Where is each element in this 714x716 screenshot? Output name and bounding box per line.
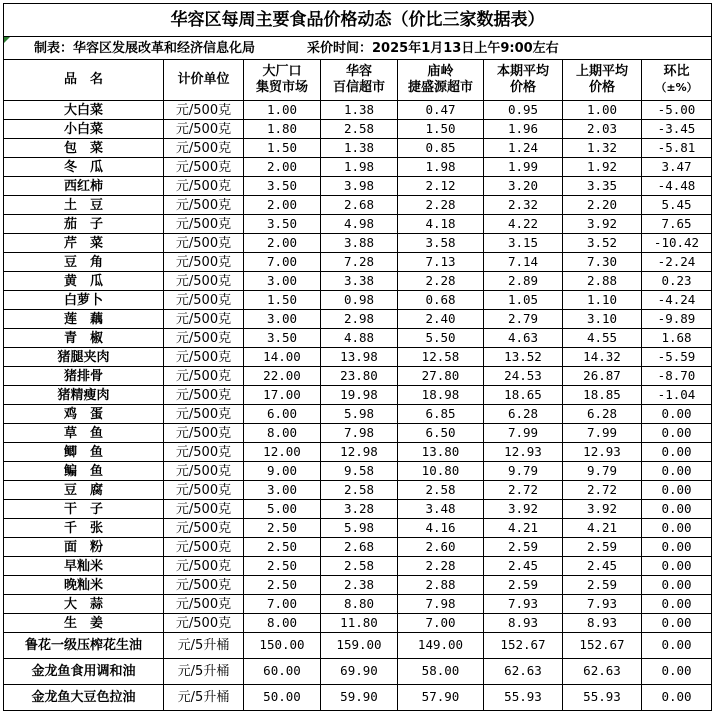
- price-dachangkou: 2.00: [244, 234, 321, 253]
- item-name: 小白菜: [4, 120, 164, 139]
- item-name: 鲫 鱼: [4, 443, 164, 462]
- unit: 元/500克: [164, 348, 244, 367]
- compiler-label: 制表：华容区发展改革和经济信息化局: [34, 40, 256, 56]
- item-name: 面 粉: [4, 538, 164, 557]
- header-market-dachangkou: 大厂口 集贸市场: [244, 60, 321, 101]
- price-jieshengyuan: 0.47: [398, 101, 484, 120]
- item-name: 鳊 鱼: [4, 462, 164, 481]
- price-dachangkou: 3.50: [244, 329, 321, 348]
- avg-current: 3.15: [484, 234, 563, 253]
- avg-previous: 1.00: [563, 101, 642, 120]
- table-row: [4, 196, 712, 215]
- avg-current: 62.63: [484, 659, 563, 685]
- table-row: [4, 443, 712, 462]
- header-current-avg: 本期平均 价格: [484, 60, 563, 101]
- avg-current: 8.93: [484, 614, 563, 633]
- table-row: [4, 253, 712, 272]
- item-name: 大白菜: [4, 101, 164, 120]
- item-name: 土 豆: [4, 196, 164, 215]
- avg-current: 3.20: [484, 177, 563, 196]
- change-pct: 7.65: [642, 215, 712, 234]
- unit: 元/500克: [164, 424, 244, 443]
- table-row: [4, 614, 712, 633]
- unit: 元/500克: [164, 215, 244, 234]
- price-jieshengyuan: 2.28: [398, 557, 484, 576]
- price-jieshengyuan: 6.50: [398, 424, 484, 443]
- price-jieshengyuan: 2.88: [398, 576, 484, 595]
- change-pct: -3.45: [642, 120, 712, 139]
- avg-current: 2.45: [484, 557, 563, 576]
- avg-current: 1.24: [484, 139, 563, 158]
- item-name: 金龙鱼食用调和油: [4, 659, 164, 685]
- table-row: [4, 139, 712, 158]
- table-row: [4, 101, 712, 120]
- price-baixin: 3.38: [321, 272, 398, 291]
- item-name: 猪精瘦肉: [4, 386, 164, 405]
- table-row: [4, 481, 712, 500]
- price-baixin: 2.98: [321, 310, 398, 329]
- unit: 元/500克: [164, 443, 244, 462]
- avg-current: 4.21: [484, 519, 563, 538]
- price-baixin: 19.98: [321, 386, 398, 405]
- avg-previous: 7.93: [563, 595, 642, 614]
- unit: 元/500克: [164, 139, 244, 158]
- unit: 元/500克: [164, 329, 244, 348]
- avg-previous: 18.85: [563, 386, 642, 405]
- price-baixin: 2.58: [321, 481, 398, 500]
- price-table-sheet: [3, 3, 711, 711]
- price-dachangkou: 7.00: [244, 595, 321, 614]
- price-dachangkou: 6.00: [244, 405, 321, 424]
- table-row: [4, 633, 712, 659]
- avg-current: 9.79: [484, 462, 563, 481]
- avg-current: 7.93: [484, 595, 563, 614]
- price-baixin: 5.98: [321, 519, 398, 538]
- price-baixin: 7.28: [321, 253, 398, 272]
- avg-current: 4.63: [484, 329, 563, 348]
- unit: 元/500克: [164, 177, 244, 196]
- price-baixin: 4.98: [321, 215, 398, 234]
- avg-previous: 14.32: [563, 348, 642, 367]
- unit: 元/500克: [164, 576, 244, 595]
- unit: 元/500克: [164, 158, 244, 177]
- price-dachangkou: 60.00: [244, 659, 321, 685]
- price-jieshengyuan: 7.00: [398, 614, 484, 633]
- price-jieshengyuan: 58.00: [398, 659, 484, 685]
- price-baixin: 1.98: [321, 158, 398, 177]
- item-name: 青 椒: [4, 329, 164, 348]
- price-baixin: 59.90: [321, 685, 398, 711]
- price-baixin: 8.80: [321, 595, 398, 614]
- price-jieshengyuan: 12.58: [398, 348, 484, 367]
- change-pct: -8.70: [642, 367, 712, 386]
- avg-previous: 26.87: [563, 367, 642, 386]
- table-row: [4, 500, 712, 519]
- item-name: 生 姜: [4, 614, 164, 633]
- price-baixin: 159.00: [321, 633, 398, 659]
- price-baixin: 1.38: [321, 101, 398, 120]
- avg-previous: 7.30: [563, 253, 642, 272]
- header-previous-avg: 上期平均 价格: [563, 60, 642, 101]
- avg-previous: 1.32: [563, 139, 642, 158]
- table-row: [4, 576, 712, 595]
- unit: 元/500克: [164, 519, 244, 538]
- unit: 元/500克: [164, 595, 244, 614]
- unit: 元/500克: [164, 367, 244, 386]
- price-baixin: 2.68: [321, 538, 398, 557]
- avg-current: 2.59: [484, 576, 563, 595]
- avg-previous: 62.63: [563, 659, 642, 685]
- avg-current: 3.92: [484, 500, 563, 519]
- avg-current: 2.89: [484, 272, 563, 291]
- price-jieshengyuan: 1.50: [398, 120, 484, 139]
- change-pct: 0.00: [642, 538, 712, 557]
- unit: 元/500克: [164, 386, 244, 405]
- change-pct: 0.00: [642, 633, 712, 659]
- price-jieshengyuan: 27.80: [398, 367, 484, 386]
- price-dachangkou: 2.00: [244, 196, 321, 215]
- table-row: [4, 538, 712, 557]
- avg-current: 1.05: [484, 291, 563, 310]
- price-dachangkou: 2.00: [244, 158, 321, 177]
- avg-current: 55.93: [484, 685, 563, 711]
- avg-current: 2.72: [484, 481, 563, 500]
- price-jieshengyuan: 1.98: [398, 158, 484, 177]
- item-name: 豆 腐: [4, 481, 164, 500]
- item-name: 干 子: [4, 500, 164, 519]
- avg-current: 2.59: [484, 538, 563, 557]
- table-row: [4, 215, 712, 234]
- unit: 元/500克: [164, 405, 244, 424]
- table-row: [4, 386, 712, 405]
- change-pct: 5.45: [642, 196, 712, 215]
- avg-current: 18.65: [484, 386, 563, 405]
- price-baixin: 3.88: [321, 234, 398, 253]
- item-name: 千 张: [4, 519, 164, 538]
- change-pct: 0.00: [642, 519, 712, 538]
- unit: 元/500克: [164, 253, 244, 272]
- avg-previous: 2.45: [563, 557, 642, 576]
- avg-previous: 3.35: [563, 177, 642, 196]
- item-name: 金龙鱼大豆色拉油: [4, 685, 164, 711]
- change-pct: -5.81: [642, 139, 712, 158]
- avg-previous: 3.10: [563, 310, 642, 329]
- table-row: [4, 405, 712, 424]
- table-row: [4, 310, 712, 329]
- change-pct: 0.00: [642, 500, 712, 519]
- price-baixin: 9.58: [321, 462, 398, 481]
- price-dachangkou: 8.00: [244, 424, 321, 443]
- price-baixin: 13.98: [321, 348, 398, 367]
- change-pct: 0.00: [642, 685, 712, 711]
- avg-current: 7.99: [484, 424, 563, 443]
- price-dachangkou: 7.00: [244, 253, 321, 272]
- header-unit: 计价单位: [164, 60, 244, 101]
- price-jieshengyuan: 2.60: [398, 538, 484, 557]
- avg-current: 24.53: [484, 367, 563, 386]
- price-baixin: 3.28: [321, 500, 398, 519]
- avg-previous: 152.67: [563, 633, 642, 659]
- price-baixin: 12.98: [321, 443, 398, 462]
- price-dachangkou: 2.50: [244, 557, 321, 576]
- price-jieshengyuan: 7.98: [398, 595, 484, 614]
- avg-current: 6.28: [484, 405, 563, 424]
- header-row: [4, 60, 712, 101]
- price-dachangkou: 14.00: [244, 348, 321, 367]
- avg-previous: 9.79: [563, 462, 642, 481]
- price-jieshengyuan: 3.58: [398, 234, 484, 253]
- price-jieshengyuan: 18.98: [398, 386, 484, 405]
- price-dachangkou: 1.00: [244, 101, 321, 120]
- change-pct: 0.00: [642, 614, 712, 633]
- price-jieshengyuan: 13.80: [398, 443, 484, 462]
- unit: 元/500克: [164, 614, 244, 633]
- change-pct: 0.00: [642, 557, 712, 576]
- price-jieshengyuan: 149.00: [398, 633, 484, 659]
- price-dachangkou: 2.50: [244, 538, 321, 557]
- price-dachangkou: 3.00: [244, 272, 321, 291]
- price-baixin: 4.88: [321, 329, 398, 348]
- price-dachangkou: 5.00: [244, 500, 321, 519]
- change-pct: -4.48: [642, 177, 712, 196]
- price-jieshengyuan: 2.12: [398, 177, 484, 196]
- unit: 元/500克: [164, 272, 244, 291]
- price-baixin: 11.80: [321, 614, 398, 633]
- price-jieshengyuan: 4.18: [398, 215, 484, 234]
- item-name: 大 蒜: [4, 595, 164, 614]
- price-dachangkou: 8.00: [244, 614, 321, 633]
- price-jieshengyuan: 2.40: [398, 310, 484, 329]
- price-dachangkou: 3.50: [244, 215, 321, 234]
- unit: 元/500克: [164, 101, 244, 120]
- avg-previous: 2.59: [563, 576, 642, 595]
- meta-line: [4, 37, 712, 60]
- avg-previous: 6.28: [563, 405, 642, 424]
- avg-previous: 12.93: [563, 443, 642, 462]
- change-pct: -10.42: [642, 234, 712, 253]
- table-row: [4, 685, 712, 711]
- price-jieshengyuan: 7.13: [398, 253, 484, 272]
- item-name: 白萝卜: [4, 291, 164, 310]
- table-row: [4, 348, 712, 367]
- price-dachangkou: 3.50: [244, 177, 321, 196]
- avg-previous: 4.55: [563, 329, 642, 348]
- avg-previous: 2.72: [563, 481, 642, 500]
- price-jieshengyuan: 5.50: [398, 329, 484, 348]
- item-name: 包 菜: [4, 139, 164, 158]
- avg-current: 12.93: [484, 443, 563, 462]
- avg-current: 4.22: [484, 215, 563, 234]
- avg-current: 13.52: [484, 348, 563, 367]
- price-jieshengyuan: 0.68: [398, 291, 484, 310]
- item-name: 豆 角: [4, 253, 164, 272]
- avg-previous: 55.93: [563, 685, 642, 711]
- table-row: [4, 329, 712, 348]
- table-row: [4, 158, 712, 177]
- header-market-jieshengyuan: 庙岭 捷盛源超市: [398, 60, 484, 101]
- change-pct: 0.00: [642, 595, 712, 614]
- table-row: [4, 177, 712, 196]
- unit: 元/500克: [164, 291, 244, 310]
- price-baixin: 0.98: [321, 291, 398, 310]
- item-name: 猪排骨: [4, 367, 164, 386]
- table-title: 华容区每周主要食品价格动态（价比三家数据表）: [4, 4, 712, 37]
- unit: 元/5升桶: [164, 633, 244, 659]
- table-row: [4, 272, 712, 291]
- price-baixin: 5.98: [321, 405, 398, 424]
- price-baixin: 23.80: [321, 367, 398, 386]
- price-jieshengyuan: 2.28: [398, 196, 484, 215]
- change-pct: -9.89: [642, 310, 712, 329]
- avg-previous: 3.52: [563, 234, 642, 253]
- item-name: 早籼米: [4, 557, 164, 576]
- price-dachangkou: 12.00: [244, 443, 321, 462]
- price-dachangkou: 1.80: [244, 120, 321, 139]
- price-jieshengyuan: 0.85: [398, 139, 484, 158]
- unit: 元/500克: [164, 196, 244, 215]
- avg-current: 2.79: [484, 310, 563, 329]
- header-market-baixin: 华容 百信超市: [321, 60, 398, 101]
- avg-previous: 2.03: [563, 120, 642, 139]
- unit: 元/5升桶: [164, 659, 244, 685]
- change-pct: 0.00: [642, 443, 712, 462]
- change-pct: -4.24: [642, 291, 712, 310]
- table-row: [4, 234, 712, 253]
- price-dachangkou: 3.00: [244, 481, 321, 500]
- avg-previous: 3.92: [563, 500, 642, 519]
- price-baixin: 2.58: [321, 557, 398, 576]
- item-name: 黄 瓜: [4, 272, 164, 291]
- avg-previous: 3.92: [563, 215, 642, 234]
- item-name: 西红柿: [4, 177, 164, 196]
- price-jieshengyuan: 10.80: [398, 462, 484, 481]
- avg-current: 152.67: [484, 633, 563, 659]
- change-pct: -2.24: [642, 253, 712, 272]
- price-baixin: 7.98: [321, 424, 398, 443]
- table-row: [4, 367, 712, 386]
- change-pct: -5.59: [642, 348, 712, 367]
- price-baixin: 3.98: [321, 177, 398, 196]
- table-row: [4, 557, 712, 576]
- item-name: 芹 菜: [4, 234, 164, 253]
- change-pct: 0.00: [642, 462, 712, 481]
- price-dachangkou: 150.00: [244, 633, 321, 659]
- item-name: 草 鱼: [4, 424, 164, 443]
- table-row: [4, 462, 712, 481]
- price-baixin: 69.90: [321, 659, 398, 685]
- unit: 元/500克: [164, 234, 244, 253]
- header-item-name: 品 名: [4, 60, 164, 101]
- table-row: [4, 424, 712, 443]
- avg-current: 0.95: [484, 101, 563, 120]
- header-change-pct: 环比 （±%）: [642, 60, 712, 101]
- unit: 元/500克: [164, 462, 244, 481]
- price-dachangkou: 9.00: [244, 462, 321, 481]
- item-name: 莲 藕: [4, 310, 164, 329]
- unit: 元/500克: [164, 481, 244, 500]
- price-jieshengyuan: 3.48: [398, 500, 484, 519]
- avg-current: 7.14: [484, 253, 563, 272]
- avg-previous: 2.20: [563, 196, 642, 215]
- avg-previous: 8.93: [563, 614, 642, 633]
- price-baixin: 2.68: [321, 196, 398, 215]
- change-pct: 3.47: [642, 158, 712, 177]
- change-pct: 0.00: [642, 481, 712, 500]
- change-pct: 0.00: [642, 659, 712, 685]
- unit: 元/500克: [164, 557, 244, 576]
- cell-corner-marker: [4, 37, 10, 43]
- table-row: [4, 291, 712, 310]
- table-row: [4, 519, 712, 538]
- change-pct: -5.00: [642, 101, 712, 120]
- price-baixin: 2.58: [321, 120, 398, 139]
- change-pct: -1.04: [642, 386, 712, 405]
- price-table: [3, 3, 712, 711]
- unit: 元/500克: [164, 538, 244, 557]
- table-row: [4, 659, 712, 685]
- change-pct: 0.00: [642, 424, 712, 443]
- collection-time-label: 采价时间：2025年1月13日上午9:00左右: [307, 40, 559, 56]
- price-jieshengyuan: 2.58: [398, 481, 484, 500]
- price-dachangkou: 2.50: [244, 519, 321, 538]
- avg-current: 1.96: [484, 120, 563, 139]
- item-name: 猪腿夹肉: [4, 348, 164, 367]
- avg-previous: 7.99: [563, 424, 642, 443]
- price-dachangkou: 2.50: [244, 576, 321, 595]
- avg-previous: 2.59: [563, 538, 642, 557]
- change-pct: 0.00: [642, 576, 712, 595]
- unit: 元/500克: [164, 500, 244, 519]
- unit: 元/500克: [164, 120, 244, 139]
- avg-current: 2.32: [484, 196, 563, 215]
- price-jieshengyuan: 2.28: [398, 272, 484, 291]
- price-dachangkou: 1.50: [244, 139, 321, 158]
- price-jieshengyuan: 57.90: [398, 685, 484, 711]
- price-dachangkou: 50.00: [244, 685, 321, 711]
- price-dachangkou: 3.00: [244, 310, 321, 329]
- change-pct: 1.68: [642, 329, 712, 348]
- avg-previous: 4.21: [563, 519, 642, 538]
- unit: 元/500克: [164, 310, 244, 329]
- change-pct: 0.00: [642, 405, 712, 424]
- avg-previous: 2.88: [563, 272, 642, 291]
- price-baixin: 1.38: [321, 139, 398, 158]
- change-pct: 0.23: [642, 272, 712, 291]
- price-jieshengyuan: 4.16: [398, 519, 484, 538]
- price-jieshengyuan: 6.85: [398, 405, 484, 424]
- item-name: 晚籼米: [4, 576, 164, 595]
- price-baixin: 2.38: [321, 576, 398, 595]
- item-name: 茄 子: [4, 215, 164, 234]
- item-name: 鲁花一级压榨花生油: [4, 633, 164, 659]
- price-dachangkou: 17.00: [244, 386, 321, 405]
- table-row: [4, 120, 712, 139]
- item-name: 冬 瓜: [4, 158, 164, 177]
- avg-current: 1.99: [484, 158, 563, 177]
- unit: 元/5升桶: [164, 685, 244, 711]
- avg-previous: 1.10: [563, 291, 642, 310]
- avg-previous: 1.92: [563, 158, 642, 177]
- table-row: [4, 595, 712, 614]
- price-dachangkou: 1.50: [244, 291, 321, 310]
- price-dachangkou: 22.00: [244, 367, 321, 386]
- item-name: 鸡 蛋: [4, 405, 164, 424]
